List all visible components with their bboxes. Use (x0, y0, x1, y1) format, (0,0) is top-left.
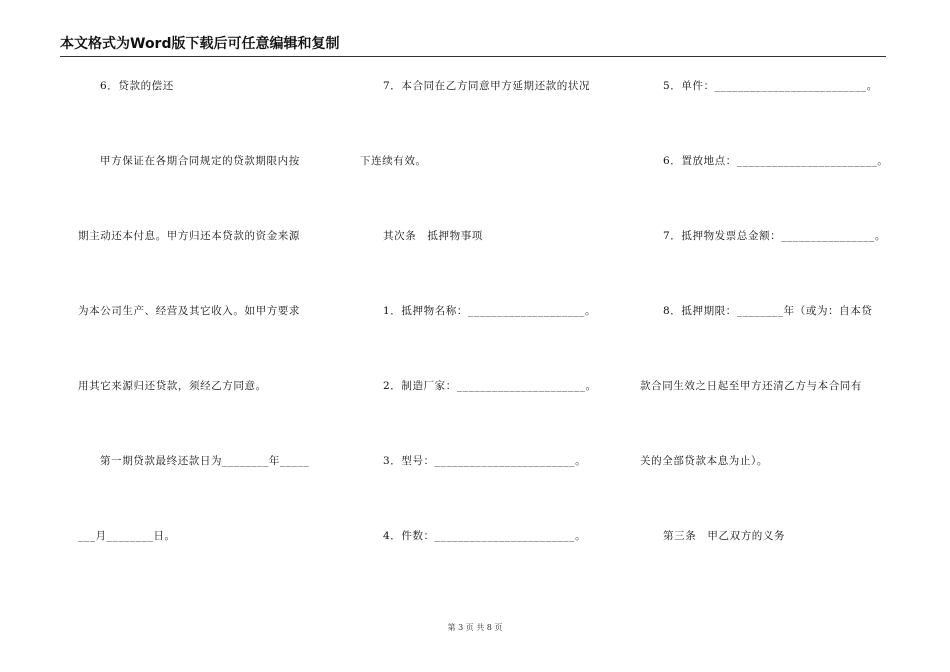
text-line: 为本公司生产、经营及其它收入。如甲方要求 (78, 305, 300, 317)
text-line: 6．贷款的偿还 (100, 80, 174, 92)
text-line: 8．抵押期限：________年（或为：自本贷 (663, 305, 873, 317)
text-line: 4．件数：________________________。 (383, 530, 587, 542)
text-line: 第一期贷款最终还款日为________年_____ (100, 455, 310, 467)
text-line: 关的全部贷款本息为止）。 (640, 455, 768, 467)
document-header-title: 本文格式为Word版下载后可任意编辑和复制 (60, 36, 886, 57)
text-line: 第三条 甲乙双方的义务 (663, 530, 786, 542)
text-line: 期主动还本付息。甲方归还本贷款的资金来源 (78, 230, 300, 242)
text-line: 2．制造厂家：______________________。 (383, 380, 597, 392)
text-line: 下连续有效。 (360, 155, 427, 167)
text-line: ___月________日。 (78, 530, 176, 542)
text-line: 甲方保证在各期合同规定的贷款期限内按 (100, 155, 300, 167)
text-line: 其次条 抵押物事项 (383, 230, 483, 242)
text-line: 用其它来源归还贷款，须经乙方同意。 (78, 380, 267, 392)
text-line: 1．抵押物名称：____________________。 (383, 305, 597, 317)
text-line: 5．单件：__________________________。 (663, 80, 878, 92)
text-line: 款合同生效之日起至甲方还清乙方与本合同有 (640, 380, 862, 392)
page-number-footer: 第 3 页 共 8 页 (447, 623, 503, 632)
text-line: 7．本合同在乙方同意甲方延期还款的状况 (383, 80, 591, 92)
text-line: 7．抵押物发票总金额：________________。 (663, 230, 886, 242)
text-line: 3．型号：________________________。 (383, 455, 587, 467)
text-line: 6．置放地点：________________________。 (663, 155, 889, 167)
